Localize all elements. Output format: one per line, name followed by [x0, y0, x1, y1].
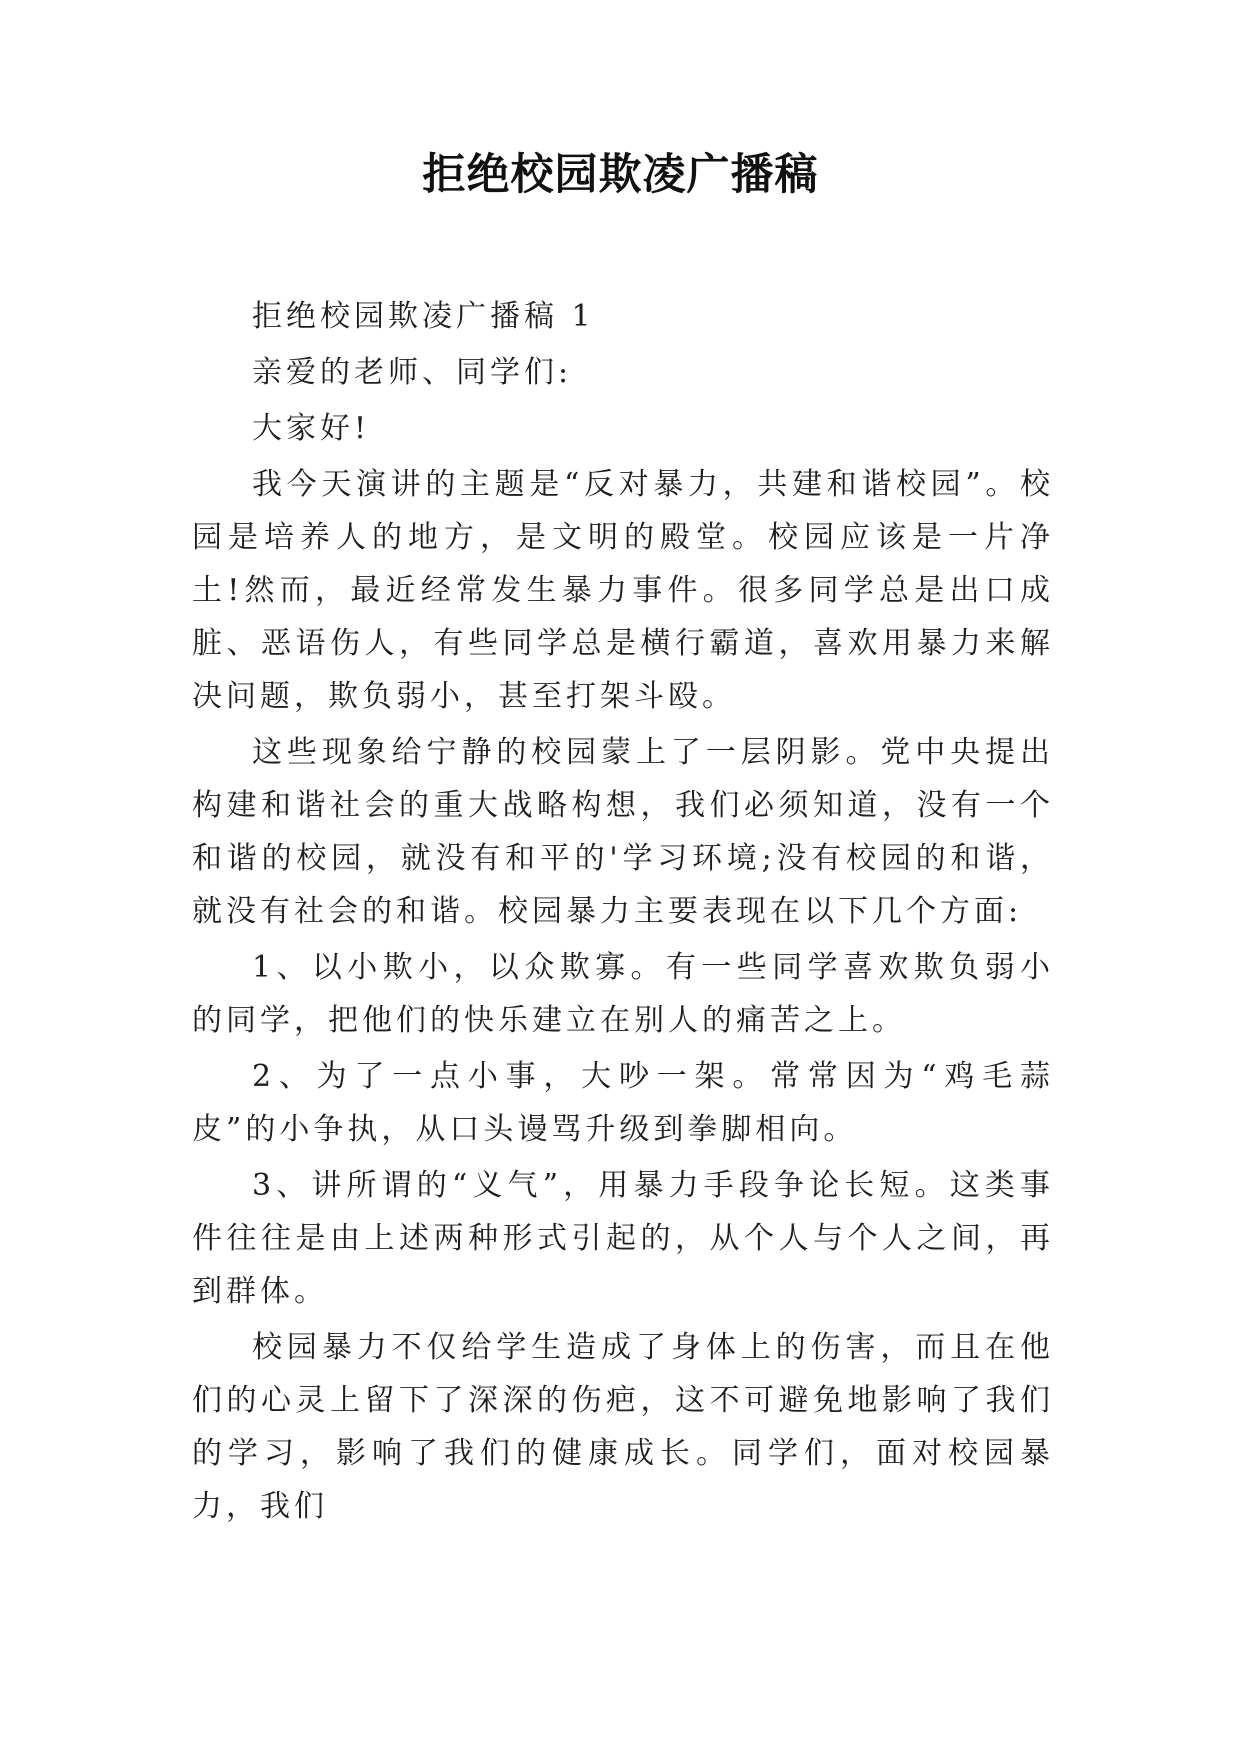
paragraph: 我今天演讲的主题是“反对暴力，共建和谐校园”。校园是培养人的地方，是文明的殿堂。校园应该是一片净土!然而，最近经常发生暴力事件。很多同学总是出口成脏、恶语伤人，有些同学总是横行霸道，喜欢用暴力来解决问题，欺负弱小，甚至打架斗殴。: [192, 467, 1054, 714]
greeting: 大家好!: [252, 411, 371, 446]
document-body: [192, 290, 1054, 1536]
list-item: 3、讲所谓的“义气”，用暴力手段争论长短。这类事件往往是由上述两种形式引起的，从个人与个人之间，再到群体。: [192, 1168, 1054, 1309]
list-item: 2、为了一点小事，大吵一架。常常因为“鸡毛蒜皮”的小争执，从口头谩骂升级到拳脚相向。: [192, 1059, 1054, 1147]
paragraph: 这些现象给宁静的校园蒙上了一层阴影。党中央提出构建和谐社会的重大战略构想，我们必须知道，没有一个和谐的校园，就没有和平的'学习环境;没有校园的和谐，就没有社会的和谐。校园暴力主要表现在以下几个方面:: [192, 735, 1054, 929]
document-title: 拒绝校园欺凌广播稿: [422, 150, 819, 200]
list-item: 1、以小欺小，以众欺寡。有一些同学喜欢欺负弱小的同学，把他们的快乐建立在别人的痛苦之上。: [192, 950, 1054, 1038]
salutation: 亲爱的老师、同学们:: [252, 355, 573, 390]
section-heading: 拒绝校园欺凌广播稿 1: [252, 299, 595, 334]
paragraph: 校园暴力不仅给学生造成了身体上的伤害，而且在他们的心灵上留下了深深的伤疤，这不可避免地影响了我们的学习，影响了我们的健康成长。同学们，面对校园暴力，我们: [192, 1330, 1054, 1524]
